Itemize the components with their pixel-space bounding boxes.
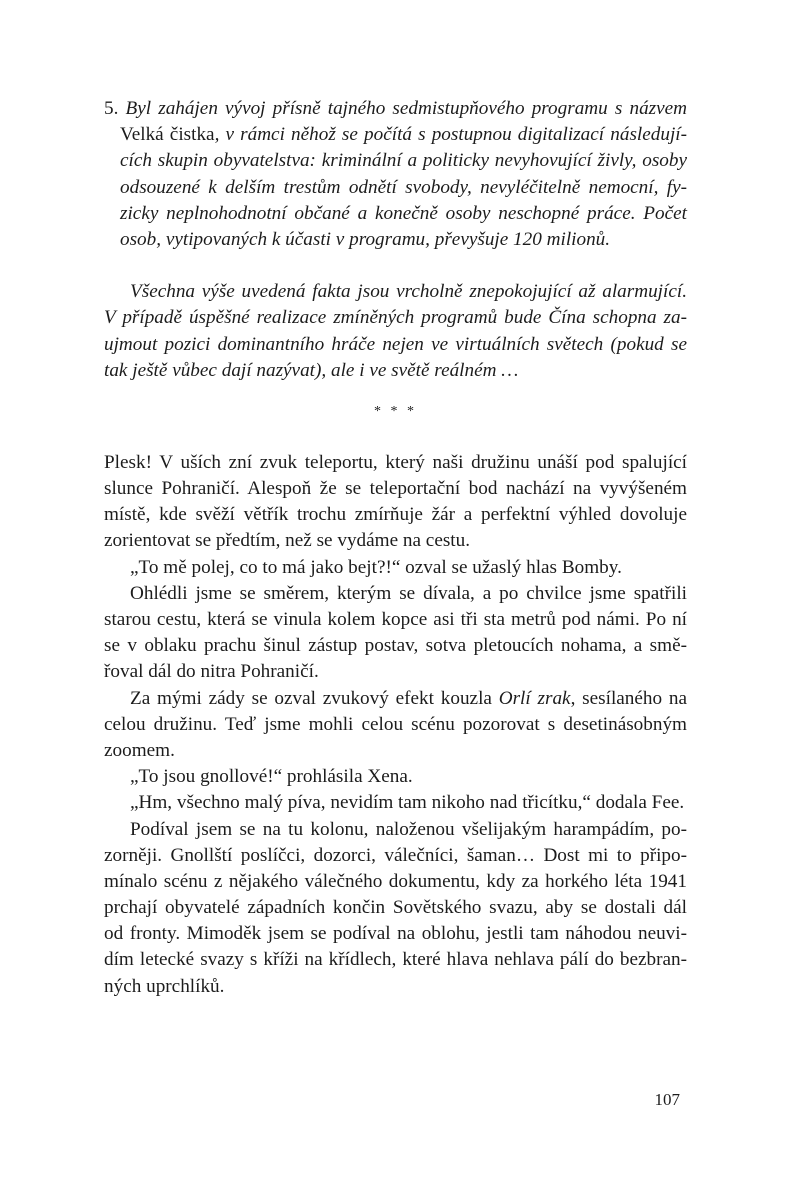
text-line: mínalo scénu z nějakého válečného dokumentu, kdy za horkého léta 1941 [104,870,687,892]
list-item-5 [104,96,687,253]
narrative [104,450,687,1000]
paragraph [104,686,687,765]
text-line: Velká čistka, v rámci něhož se počítá s postupnou digitalizací následují- [120,124,687,146]
paragraph [104,817,687,1000]
text-line: ných uprchlíků. [104,975,225,997]
report-conclusion [104,279,687,384]
text-line: ujmout pozici dominantního hráče nejen ve virtuálních světech (pokud se [104,333,687,355]
paragraph [104,790,687,816]
paragraph [104,764,687,790]
text-line: se v oblaku prachu šinul zástup postav, sotva pletoucích nohama, a smě- [104,635,687,657]
text-line: zorientovat se předtím, než se vydáme na cestu. [104,530,471,552]
text-line: Podíval jsem se na tu kolonu, naloženou všelijakým harampádím, po- [130,818,687,840]
text-line: dím letecké svazy s kříži na křídlech, které hlava nehlava pálí do bezbran- [104,949,687,971]
text-line: Za mými zády se ozval zvukový efekt kouzla Orlí zrak, sesílaného na [130,687,687,709]
text-line: osob, vytipovaných k účasti v programu, převyšuje 120 milionů. [120,228,611,250]
text-line: řoval dál do nitra Pohraničí. [104,661,319,683]
text-line: zorněji. Gnollští poslíčci, dozorci, válečníci, šaman… Dost mi to připo- [104,844,687,866]
text-line: místě, kde svěží větřík trochu zmírňuje žár a perfektní výhled dovoluje [104,504,687,526]
text-line: zoomem. [104,739,175,761]
text-line: zicky neplnohodnotní občané a konečně osoby neschopné práce. Počet [120,202,687,224]
paragraph [104,555,687,581]
text-line: cích skupin obyvatelstva: kriminální a politicky nevyhovující živly, osoby [120,150,687,172]
text-line: Všechna výše uvedená fakta jsou vrcholně znepokojující až alarmující. [130,281,687,303]
book-page [104,96,687,1000]
text-line: odsouzené k delším trestům odnětí svobody, nevyléčitelně nemocní, fy- [120,176,687,198]
text-line: 5. Byl zahájen vývoj přísně tajného sedmistupňového programu s názvem [104,98,688,119]
spell-name: Orlí zrak [498,687,571,709]
text-line: prchají obyvatelé západních končin Sovětského svazu, aby se dostali dál [104,897,687,919]
list-number: 5. [104,98,126,119]
section-separator: * * * [374,403,417,419]
text-line: od fronty. Mimoděk jsem se podíval na oblohu, jestli tam náhodou neuvi- [104,923,687,945]
text-line: V případě úspěšné realizace zmíněných programů bude Čína schopna za- [104,307,687,329]
text-line: celou družinu. Teď jsme mohli celou scénu pozorovat s desetinásobným [104,713,687,735]
text-line: Ohlédli jsme se směrem, kterým se dívala, a po chvilce jsme spatřili [130,582,687,604]
text-line: Plesk! V uších zní zvuk teleportu, který naši družinu unáší pod spalující [104,451,687,473]
text-line: „To jsou gnollové!“ prohlásila Xena. [130,766,413,788]
text-line: „To mě polej, co to má jako bejt?!“ ozval se užaslý hlas Bomby. [130,556,622,578]
text-line: starou cestu, která se vinula kolem kopce asi tři sta metrů pod námi. Po ní [104,609,687,630]
paragraph [104,450,687,555]
text-line: slunce Pohraničí. Alespoň že se teleportační bod nachází na vyvýšeném [104,478,687,500]
text-line: tak ještě vůbec dají nazývat), ale i ve světě reálném … [104,359,519,381]
text-line: „Hm, všechno malý píva, nevidím tam nikoho nad třicítku,“ dodala Fee. [130,792,685,814]
program-name: Velká čistka [120,124,215,146]
paragraph [104,581,687,686]
page-number: 107 [654,1090,680,1109]
